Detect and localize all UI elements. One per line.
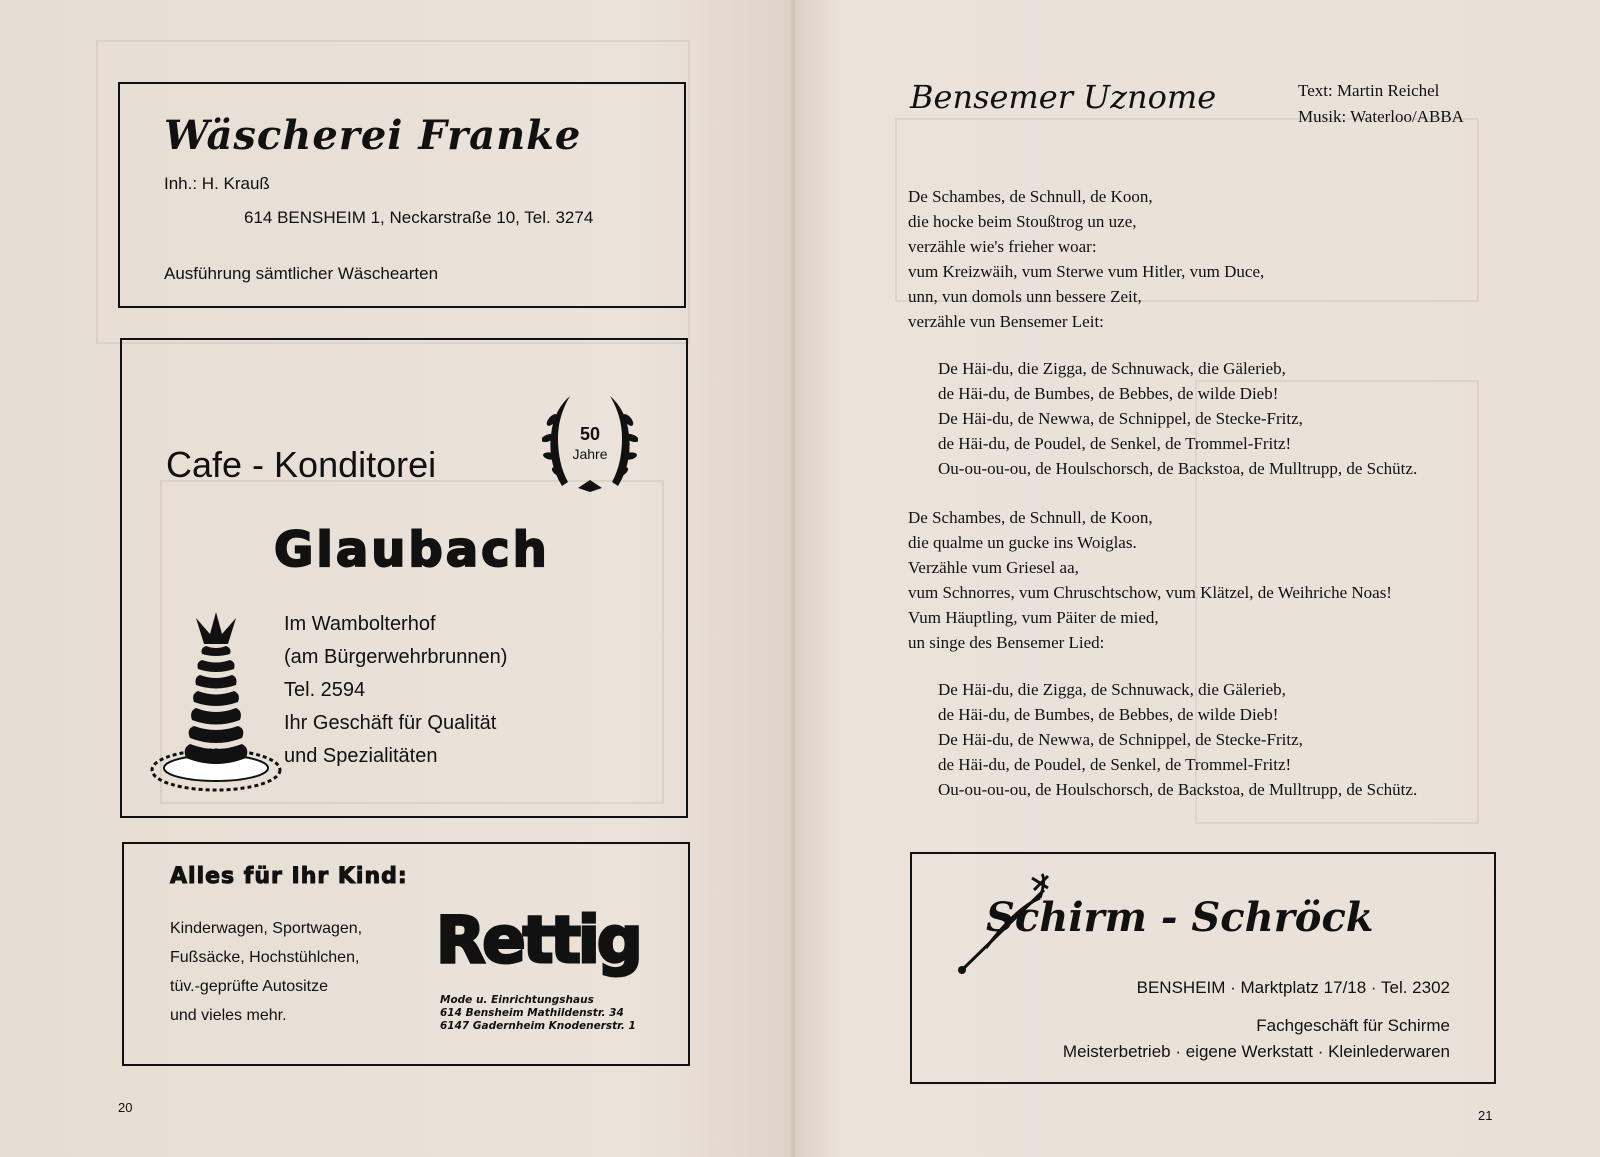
rettig-headline: Alles für Ihr Kind:: [170, 864, 408, 889]
lyric-line: Verzähle vum Griesel aa,: [908, 558, 1079, 577]
lyric-line: De Schambes, de Schnull, de Koon,: [908, 508, 1153, 527]
rettig-line: Fußsäcke, Hochstühlchen,: [170, 949, 360, 966]
lyric-line: die qualme un gucke ins Woiglas.: [908, 533, 1137, 552]
lyric-line: un singe des Bensemer Lied:: [908, 633, 1105, 652]
franke-owner: Inh.: H. Krauß: [164, 174, 270, 193]
rettig-logo: Rettig: [436, 904, 640, 978]
schirm-slogan: Fachgeschäft für Schirme: [1256, 1016, 1450, 1035]
song-chorus-2: [938, 677, 1417, 802]
song-verse-2: [908, 505, 1392, 655]
glaubach-line: und Spezialitäten: [284, 745, 438, 767]
glaubach-line: Im Wambolterhof: [284, 613, 436, 635]
credit-music: Musik: Waterloo/ABBA: [1298, 107, 1464, 126]
ad-schirm-schroeck: [910, 852, 1496, 1084]
lyric-line: Ou-ou-ou-ou, de Houlschorsch, de Backstoa, de Mulltrupp, de Schütz.: [938, 459, 1418, 478]
rettig-sub-line: 614 Bensheim Mathildenstr. 34: [440, 1007, 624, 1019]
ad-waescherei-franke: [118, 82, 686, 308]
lyric-line: de Häi-du, de Bumbes, de Bebbes, de wilde Dieb!: [938, 705, 1279, 724]
glaubach-name: Glaubach: [274, 522, 550, 578]
song-chorus-1: [938, 356, 1417, 481]
anniversary-seal: [542, 390, 638, 494]
lyric-line: De Häi-du, de Newwa, de Schnippel, de Stecke-Fritz,: [938, 409, 1303, 428]
schirm-address: BENSHEIM · Marktplatz 17/18 · Tel. 2302: [1136, 978, 1450, 997]
lyric-line: de Häi-du, de Poudel, de Senkel, de Trommel-Fritz!: [938, 755, 1292, 774]
left-page: [0, 0, 795, 1157]
glaubach-cafe-label: Cafe - Konditorei: [166, 444, 437, 485]
lyric-line: verzähle vun Bensemer Leit:: [908, 312, 1104, 331]
ad-rettig: [122, 842, 690, 1066]
lyric-line: die hocke beim Stoußtrog un uze,: [908, 212, 1137, 231]
seal-number: 50: [579, 424, 601, 444]
lyric-line: Vum Häuptling, vum Päiter de mied,: [908, 608, 1159, 627]
seal-text: Jahre: [572, 446, 608, 462]
franke-brand: Wäscherei Franke: [164, 112, 582, 159]
song-title: Bensemer Uznome: [910, 78, 1217, 116]
glaubach-line: Tel. 2594: [284, 679, 366, 701]
schirm-brand: Schirm - Schröck: [986, 894, 1374, 941]
lyric-line: de Häi-du, de Poudel, de Senkel, de Trommel-Fritz!: [938, 434, 1292, 453]
glaubach-line: (am Bürgerwehrbrunnen): [284, 646, 508, 668]
rettig-line: Kinderwagen, Sportwagen,: [170, 920, 363, 937]
ad-cafe-glaubach: [120, 338, 688, 818]
lyric-line: Ou-ou-ou-ou, de Houlschorsch, de Backstoa, de Mulltrupp, de Schütz.: [938, 780, 1418, 799]
lyric-line: de Häi-du, de Bumbes, de Bebbes, de wilde Dieb!: [938, 384, 1279, 403]
franke-tagline: Ausführung sämtlicher Wäschearten: [164, 264, 439, 283]
page-number-right: 21: [1478, 1108, 1493, 1123]
lyric-line: De Häi-du, de Newwa, de Schnippel, de Stecke-Fritz,: [938, 730, 1303, 749]
song-credits: [1298, 78, 1464, 130]
glaubach-details: [284, 608, 507, 773]
rettig-sub-line: Mode u. Einrichtungshaus: [440, 994, 594, 1006]
page-number-left: 20: [118, 1100, 133, 1115]
rettig-logo-subtitle: [440, 994, 636, 1033]
lyric-line: De Schambes, de Schnull, de Koon,: [908, 187, 1153, 206]
franke-address: 614 BENSHEIM 1, Neckarstraße 10, Tel. 3274: [244, 208, 594, 227]
lyric-line: vum Schnorres, vum Chruschtschow, vum Klätzel, de Weihriche Noas!: [908, 583, 1392, 602]
lyric-line: unn, vun domols unn bessere Zeit,: [908, 287, 1142, 306]
rettig-line: und vieles mehr.: [170, 1007, 287, 1024]
rettig-line: tüv.-geprüfte Autositze: [170, 978, 329, 995]
lyric-line: verzähle wie's frieher woar:: [908, 237, 1097, 256]
glaubach-line: Ihr Geschäft für Qualität: [284, 712, 497, 734]
lyric-line: De Häi-du, die Zigga, de Schnuwack, die Gälerieb,: [938, 359, 1286, 378]
lyric-line: De Häi-du, die Zigga, de Schnuwack, die Gälerieb,: [938, 680, 1286, 699]
credit-text: Text: Martin Reichel: [1298, 81, 1440, 100]
lyric-line: vum Kreizwäih, vum Sterwe vum Hitler, vum Duce,: [908, 262, 1265, 281]
rettig-sub-line: 6147 Gadernheim Knodenerstr. 1: [440, 1020, 636, 1032]
song-verse-1: [908, 184, 1264, 334]
schirm-services: Meisterbetrieb · eigene Werkstatt · Kleinlederwaren: [1062, 1042, 1450, 1061]
baumkuchen-cake-icon: [146, 608, 286, 798]
rettig-products: [170, 914, 362, 1030]
